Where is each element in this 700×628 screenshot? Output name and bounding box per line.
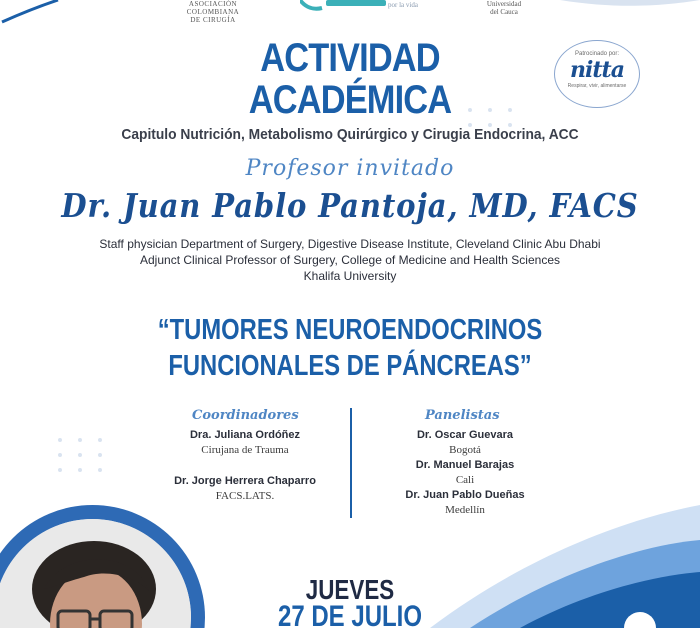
talk-title-line-1: “TUMORES NEUROENDOCRINOS [157, 314, 543, 346]
person-name: Dra. Juliana Ordóñez [189, 429, 301, 441]
person-name: Dr. Jorge Herrera Chaparro [174, 475, 316, 487]
talk-title-line-2: FUNCIONALES DE PÁNCREAS” [168, 350, 532, 382]
person-name: Dr. Oscar Guevara [416, 429, 513, 441]
person-detail: Cirujana de Trauma [201, 444, 289, 456]
coordinators-heading: Coordinadores [192, 408, 299, 423]
person-detail: Medellín [445, 504, 485, 516]
university-logo [474, 0, 534, 16]
event-date: 27 DE JULIO [277, 600, 423, 628]
speaker-name: Dr. Juan Pablo Pantoja, MD, FACS [61, 186, 639, 225]
title-line-1: ACTIVIDAD [260, 36, 440, 80]
affiliation-line: Staff physician Department of Surgery, Digestive Disease Institute, Cleveland Clinic Abu Dhabi [99, 237, 601, 251]
speaker-affiliation [0, 236, 700, 284]
affiliation-line: Khalifa University [303, 269, 397, 283]
coordinator-1 [135, 428, 355, 458]
chapter-subtitle: Capitulo Nutrición, Metabolismo Quirúrgico y Cirugia Endocrina, ACC [121, 126, 579, 143]
logo-curve-icon [0, 0, 60, 24]
panelist-3 [355, 488, 575, 518]
sponsor-name: nitta [570, 57, 624, 83]
center-logo-icon [300, 0, 390, 12]
association-line: COLOMBIANA [186, 8, 240, 16]
university-line: Universidad [486, 0, 522, 8]
invited-label: Profesor invitado [245, 156, 455, 181]
university-line: del Cauca [490, 8, 518, 16]
column-divider [350, 408, 352, 518]
person-detail: FACS.LATS. [215, 490, 275, 502]
association-logo [168, 0, 258, 24]
person-detail: Cali [455, 474, 475, 486]
panelist-2 [355, 458, 575, 488]
panelists-heading: Panelistas [425, 408, 500, 423]
association-line: ASOCIACIÓN [188, 0, 238, 8]
sponsor-label: Patrocinado por: [574, 51, 620, 57]
person-name: Dr. Juan Pablo Dueñas [405, 489, 525, 501]
center-logo-subtitle: por la vida [388, 1, 418, 9]
event-day: JUEVES [305, 574, 395, 605]
person-name: Dr. Manuel Barajas [415, 459, 515, 471]
person-detail: Bogotá [449, 444, 481, 456]
association-line: DE CIRUGÍA [190, 16, 236, 24]
coordinator-2 [135, 474, 355, 504]
affiliation-line: Adjunct Clinical Professor of Surgery, College of Medicine and Health Sciences [140, 253, 560, 267]
sponsor-tagline: Respirar, vivir, alimentarse [567, 83, 627, 89]
panelist-1 [355, 428, 575, 458]
title-line-2: ACADÉMICA [248, 78, 452, 122]
